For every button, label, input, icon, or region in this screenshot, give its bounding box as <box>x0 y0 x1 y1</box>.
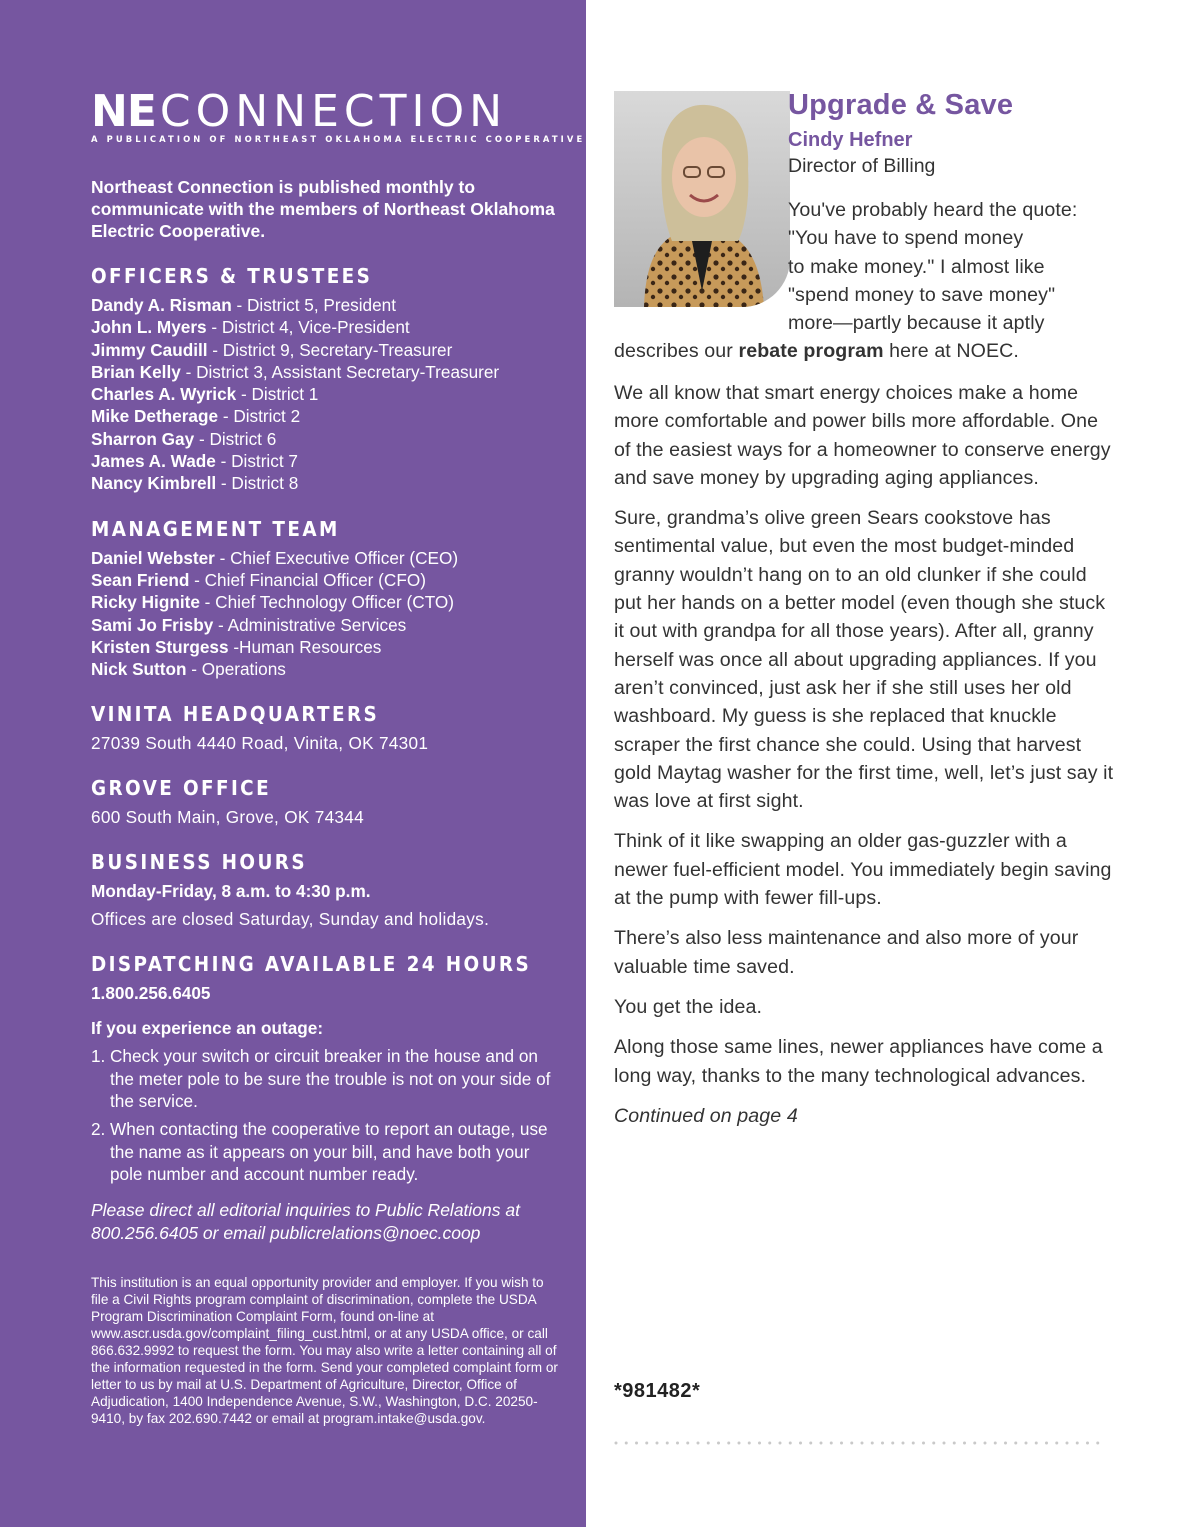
grove-heading: GROVE OFFICE <box>91 776 272 801</box>
grove-address: 600 South Main, Grove, OK 74344 <box>91 807 365 828</box>
continued-note: Continued on page 4 <box>614 1104 798 1127</box>
text-line: more—partly because it aptly <box>788 312 1045 335</box>
text-line: "spend money to save money" <box>788 283 1056 306</box>
hours-heading: BUSINESS HOURS <box>91 850 308 875</box>
officers-heading: OFFICERS & TRUSTEES <box>91 264 373 288</box>
list-item: Sharron Gay - District 6 <box>91 428 277 449</box>
list-item: John L. Myers - District 4, Vice-President <box>91 317 410 338</box>
intro-text: Northeast Connection is published monthly to communicate with the members of Northeast Oklahoma Electric Cooperative. <box>91 177 555 241</box>
author-role: Director of Billing <box>788 155 936 177</box>
article-title: Upgrade & Save <box>788 89 1014 121</box>
article-paragraph: Think of it like swapping an older gas-guzzler with a newer fuel-efficient model. You immediately begin saving at the pump with fewer fill-ups. <box>614 830 1112 910</box>
management-list <box>91 547 563 681</box>
article-header <box>788 88 1114 178</box>
article-paragraph: We all know that smart energy choices make a home more comfortable and power bills more affordable. One of the easiest ways for a homeowner to conserve energy and save money by upgrading aging appliances. <box>614 382 1111 489</box>
list-item: Nancy Kimbrell - District 8 <box>91 473 299 494</box>
dispatch-heading: DISPATCHING AVAILABLE 24 HOURS <box>91 952 532 977</box>
hours-closed: Offices are closed Saturday, Sunday and holidays. <box>91 909 490 930</box>
list-item: James A. Wade - District 7 <box>91 451 298 472</box>
list-item: Daniel Webster - Chief Executive Officer (CEO) <box>91 547 459 568</box>
masthead-subtitle: A PUBLICATION OF NORTHEAST OKLAHOMA ELECTRIC COOPERATIVE <box>91 134 586 144</box>
outage-steps <box>91 1045 563 1185</box>
text-line: to make money." I almost like <box>788 255 1045 278</box>
editorial-inquiry: Please direct all editorial inquiries to Public Relations at 800.256.6405 or email publicrelations@noec.coop <box>91 1200 520 1243</box>
article-paragraph: Sure, grandma’s olive green Sears cookstove has sentimental value, but even the most budget-minded granny wouldn’t hang on to an old clunker if she could put her hands on a better model (even though she stuck it out with grandpa for all those years). After all, granny herself was once all about upgrading appliances. If you aren’t convinced, just ask her if she still uses her old washboard. My guess is she replaced that knuckle scraper the first chance she could. Using that harvest gold Maytag washer for the first time, well, let’s just say it was love at first sight. <box>614 507 1114 813</box>
list-item: Ricky Hignite - Chief Technology Officer (CTO) <box>91 592 454 613</box>
vinita-heading: VINITA HEADQUARTERS <box>91 702 380 727</box>
outage-heading: If you experience an outage: <box>91 1018 324 1039</box>
mailing-code: *981482* <box>614 1380 701 1402</box>
dispatch-phone: 1.800.256.6405 <box>91 983 211 1004</box>
text-line: "You have to spend money <box>788 227 1024 250</box>
hours-days: Monday-Friday, 8 a.m. to 4:30 p.m. <box>91 881 371 902</box>
list-item: Dandy A. Risman - District 5, President <box>91 295 396 315</box>
list-item: Sean Friend - Chief Financial Officer (CFO) <box>91 569 426 590</box>
logo-connection: CONNECTION <box>159 86 507 137</box>
rebate-program-highlight: rebate program <box>738 340 884 363</box>
sidebar-panel <box>0 0 586 1527</box>
masthead-logo <box>91 86 563 137</box>
article-body <box>614 379 1114 1142</box>
text-line: You've probably heard the quote: <box>788 199 1078 221</box>
list-item: Jimmy Caudill - District 9, Secretary-Treasurer <box>91 339 453 360</box>
article-author: Cindy Hefner <box>788 129 913 151</box>
officers-list <box>91 294 563 495</box>
list-item: Nick Sutton - Operations <box>91 659 286 680</box>
article-paragraph: Along those same lines, newer appliances have come a long way, thanks to the many technological advances. <box>614 1036 1103 1087</box>
list-item: Kristen Sturgess -Human Resources <box>91 636 382 657</box>
list-item: 2. When contacting the cooperative to report an outage, use the name as it appears on your bill, and have both your pole number and account number ready. <box>91 1119 548 1184</box>
list-item: Mike Detherage - District 2 <box>91 406 301 427</box>
list-item: Sami Jo Frisby - Administrative Services <box>91 614 407 635</box>
list-item: Brian Kelly - District 3, Assistant Secretary-Treasurer <box>91 361 500 382</box>
vinita-address: 27039 South 4440 Road, Vinita, OK 74301 <box>91 733 429 754</box>
logo-ne: NE <box>91 86 156 137</box>
list-item: 1. Check your switch or circuit breaker in the house and on the meter pole to be sure the trouble is not on your side of the service. <box>91 1046 551 1112</box>
article-paragraph: There’s also less maintenance and also more of your valuable time saved. <box>614 927 1079 978</box>
dotted-divider <box>614 1440 1110 1446</box>
legal-notice: This institution is an equal opportunity provider and employer. If you wish to file a Civil Rights program complaint of discrimination, complete the USDA Program Discrimination Complaint Form, found on-line at www.ascr.usda.gov/complaint_filing_cust.html, or at any USDA office, or call 866.632.9992 to request the form. You may also write a letter containing all of the information requested in the form. Send your completed complaint form or letter to us by mail at U.S. Department of Agriculture, Director, Office of Adjudication, 1400 Independence Avenue, S.W., Washington, D.C. 20250-9410, by fax 202.690.7442 or email at program.intake@usda.gov. <box>91 1275 558 1427</box>
article-paragraph: You get the idea. <box>614 995 763 1018</box>
list-item: Charles A. Wyrick - District 1 <box>91 384 319 405</box>
text-line: describes our rebate program here at NOEC. <box>614 340 1019 363</box>
article-lead-paragraph <box>614 196 1114 366</box>
management-heading: MANAGEMENT TEAM <box>91 516 340 541</box>
